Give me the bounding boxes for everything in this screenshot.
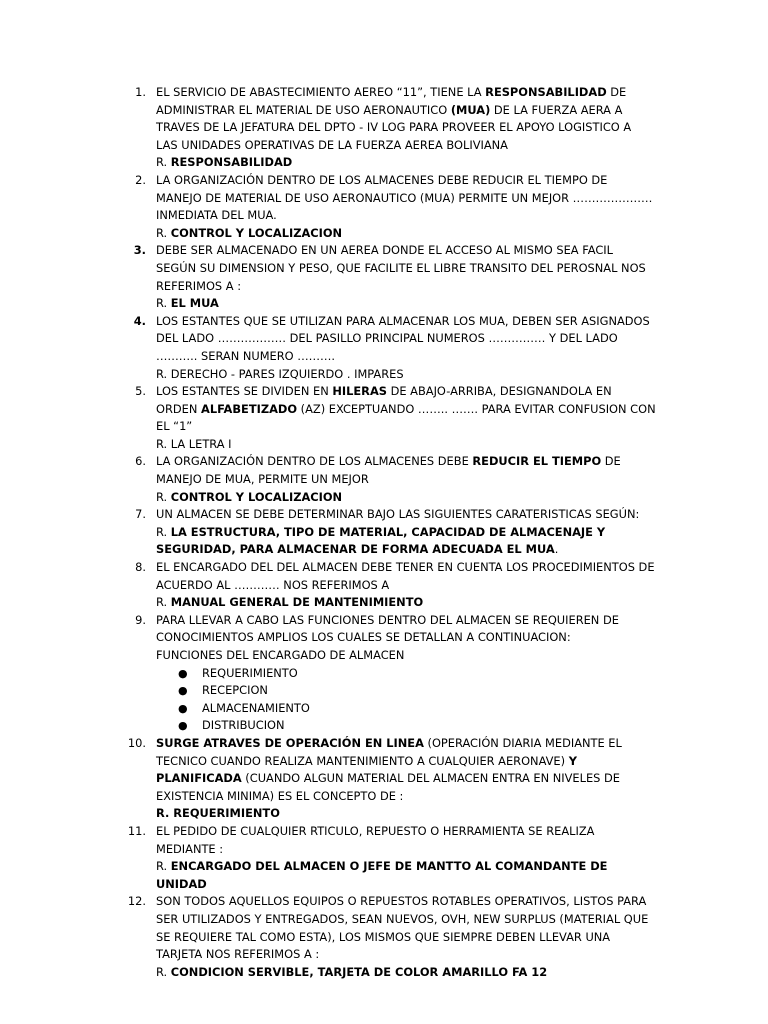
question-number: 10. [127, 735, 146, 750]
answer-bold-segment: CONTROL Y LOCALIZACION [170, 225, 343, 240]
text-segment: DE ABAJO-ARRIBA, DESIGNANDOLA EN ORDEN [156, 384, 612, 416]
bullet-dot-icon: ● [178, 701, 188, 715]
question-number: 3. [133, 243, 146, 258]
answer-segment: R. [156, 524, 171, 539]
question-text [156, 242, 656, 295]
question-text [156, 893, 656, 963]
question-item [0, 313, 656, 383]
answer-line [156, 225, 656, 243]
question-list [0, 84, 768, 981]
answer-bold-segment: LA ESTRUCTURA, TIPO DE MATERIAL, CAPACIDAD DE ALMACENAJE Y SEGURIDAD, PARA ALMACENAR DE FORMA ADECUADA EL MUA [156, 524, 606, 557]
bold-text-segment: ALFABETIZADO [201, 401, 298, 416]
answer-segment: R. LA LETRA I [156, 436, 232, 451]
answer-line [156, 964, 656, 982]
bullet-text: REQUERIMIENTO [202, 665, 298, 680]
question-text [156, 735, 656, 805]
answer-segment: . [554, 542, 559, 557]
question-number: 7. [135, 507, 146, 522]
answer-bold-segment: RESPONSABILIDAD [170, 155, 293, 170]
bullet-text: RECEPCION [202, 683, 268, 698]
answer-bold-segment: CONTROL Y LOCALIZACION [170, 489, 343, 504]
text-segment: LA ORGANIZACIÓN DENTRO DE LOS ALMACENES DEBE REDUCIR EL TIEMPO DE MANEJO DE MATERIAL DE USO AERONAUTICO (MUA) PERMITE UN MEJOR ………………… INMEDIATA DEL MUA. [156, 172, 653, 223]
bullet-dot-icon: ● [178, 684, 188, 698]
question-item [0, 84, 656, 172]
answer-segment: R. [156, 489, 171, 504]
question-text [156, 506, 656, 524]
text-segment: (CUANDO ALGUN MATERIAL DEL ALMACEN ENTRA EN NIVELES DE EXISTENCIA MINIMA) ES EL CONCEPTO DE : [156, 771, 620, 803]
answer-line [156, 436, 656, 454]
question-text [156, 453, 656, 488]
answer-segment: R. DERECHO - PARES IZQUIERDO . IMPARES [156, 366, 404, 381]
text-segment: LOS ESTANTES SE DIVIDEN EN [156, 384, 333, 399]
text-segment: DEBE SER ALMACENADO EN UN AEREA DONDE EL ACCESO AL MISMO SEA FACIL SEGÚN SU DIMENSION Y PESO, QUE FACILITE EL LIBRE TRANSITO DEL PEROSNAL NOS REFERIMOS A : [156, 243, 646, 293]
question-item [0, 893, 656, 981]
question-number: 2. [135, 172, 146, 187]
answer-line [156, 594, 656, 612]
answer-line [156, 805, 656, 823]
question-text [156, 84, 656, 154]
bold-text-segment: (MUA) [450, 102, 491, 117]
question-text [156, 172, 656, 225]
answer-bold-segment: ENCARGADO DEL ALMACEN O JEFE DE MANTTO AL COMANDANTE DE UNIDAD [156, 859, 608, 891]
question-item [0, 823, 656, 893]
question-text [156, 559, 656, 594]
answer-bold-segment: CONDICION SERVIBLE, TARJETA DE COLOR AMARILLO FA 12 [170, 964, 548, 979]
bold-text-segment: SURGE ATRAVES DE OPERACIÓN EN LINEA [156, 735, 424, 750]
bold-text-segment: HILERAS [332, 384, 387, 399]
text-segment: (AZ) EXCEPTUANDO …….. ……. PARA EVITAR CONFUSION CON EL “1” [156, 401, 656, 434]
bullet-item [156, 700, 656, 718]
answer-bold-segment: EL MUA [170, 296, 219, 311]
text-segment: SON TODOS AQUELLOS EQUIPOS O REPUESTOS ROTABLES OPERATIVOS, LISTOS PARA SER UTILIZADOS Y ENTREGADOS, SEAN NUEVOS, OVH, NEW SURPLUS (MATERIAL QUE SE REQUIERE TAL COMO ESTA), LOS MISMOS QUE SIEMPRE DEBEN LLEVAR UNA TARJETA NOS REFERIMOS A : [156, 894, 649, 962]
text-segment: LOS ESTANTES QUE SE UTILIZAN PARA ALMACENAR LOS MUA, DEBEN SER ASIGNADOS DEL LADO ……………… DEL PASILLO PRINCIPAL NUMEROS …………… Y DEL LADO ……….. SERAN NUMERO ………. [156, 313, 650, 363]
text-segment: LA ORGANIZACIÓN DENTRO DE LOS ALMACENES DEBE [156, 454, 473, 469]
bullet-item [156, 682, 656, 700]
bold-text-segment: Y PLANIFICADA [156, 753, 577, 786]
text-segment: DE MANEJO DE MUA, PERMITE UN MEJOR [156, 454, 621, 487]
answer-line [156, 154, 656, 172]
question-item [0, 735, 656, 823]
question-text [156, 313, 656, 366]
question-number: 8. [135, 560, 146, 575]
text-segment: (OPERACIÓN DIARIA MEDIANTE EL TECNICO CUANDO REALIZA MANTENIMIENTO A CUALQUIER AERONAVE) [156, 735, 622, 768]
question-number: 1. [135, 85, 146, 99]
question-number: 12. [127, 894, 146, 909]
question-text [156, 612, 656, 647]
bullet-item [156, 665, 656, 683]
question-number: 6. [135, 454, 146, 469]
question-item [0, 559, 656, 612]
question-item [0, 506, 656, 559]
answer-segment: R. [156, 155, 171, 170]
answer-line [156, 489, 656, 507]
answer-line [156, 295, 656, 313]
question-text [156, 383, 656, 436]
text-segment: EL PEDIDO DE CUALQUIER RTICULO, REPUESTO O HERRAMIENTA SE REALIZA MEDIANTE : [156, 823, 595, 856]
answer-segment: R. [156, 964, 171, 979]
question-number: 11. [127, 823, 146, 838]
question-subheading: FUNCIONES DEL ENCARGADO DE ALMACEN [156, 648, 405, 662]
question-number: 5. [135, 384, 146, 399]
answer-segment: R. [156, 296, 171, 311]
answer-segment: R. [156, 859, 171, 874]
answer-line [156, 858, 656, 893]
text-segment: EL SERVICIO DE ABASTECIMIENTO AEREO “11”, TIENE LA [156, 85, 486, 99]
answer-line [156, 524, 656, 559]
answer-bold-segment: MANUAL GENERAL DE MANTENIMIENTO [170, 595, 424, 610]
bold-text-segment: RESPONSABILIDAD [485, 85, 607, 99]
answer-bold-segment: R. REQUERIMIENTO [156, 806, 280, 821]
answer-segment: R. [156, 595, 171, 610]
bullet-dot-icon: ● [178, 666, 188, 680]
text-segment: DE ADMINISTRAR EL MATERIAL DE USO AERONAUTICO [156, 85, 627, 117]
question-item [0, 242, 656, 312]
bullet-list [156, 665, 656, 735]
question-item [0, 612, 656, 735]
bullet-text: DISTRIBUCION [202, 718, 285, 733]
text-segment: PARA LLEVAR A CABO LAS FUNCIONES DENTRO DEL ALMACEN SE REQUIEREN DE CONOCIMIENTOS AMPLIOS LOS CUALES SE DETALLAN A CONTINUACION: [156, 612, 619, 645]
text-segment: UN ALMACEN SE DEBE DETERMINAR BAJO LAS SIGUIENTES CARATERISTICAS SEGÚN: [156, 507, 640, 522]
question-item [0, 172, 656, 242]
text-segment: EL ENCARGADO DEL DEL ALMACEN DEBE TENER EN CUENTA LOS PROCEDIMIENTOS DE ACUERDO AL ………… NOS REFERIMOS A [156, 560, 655, 592]
answer-segment: R. [156, 225, 171, 240]
question-number: 9. [135, 612, 146, 627]
bullet-dot-icon: ● [178, 719, 188, 733]
text-segment: DE LA FUERZA AERA A TRAVES DE LA JEFATURA DEL DPTO - IV LOG PARA PROVEER EL APOYO LOGISTICO A LAS UNIDADES OPERATIVAS DE LA FUERZA AEREA BOLIVIANA [156, 102, 632, 152]
bullet-item [156, 717, 656, 735]
bullet-text: ALMACENAMIENTO [202, 700, 310, 715]
bold-text-segment: REDUCIR EL TIEMPO [472, 454, 602, 469]
question-item [0, 383, 656, 453]
question-number: 4. [133, 313, 146, 328]
answer-line [156, 366, 656, 384]
question-text [156, 823, 656, 858]
question-item [0, 453, 656, 506]
